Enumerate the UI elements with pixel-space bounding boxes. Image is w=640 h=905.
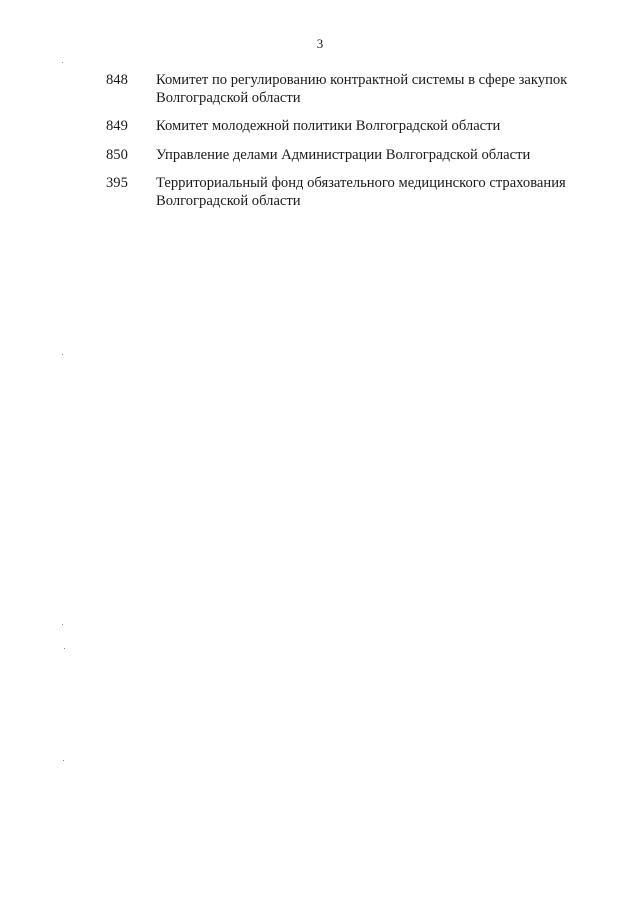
entry-code: 849 <box>106 118 128 134</box>
list-item <box>106 147 576 165</box>
entry-name: Комитет молодежной политики Волгоградской области <box>156 118 501 134</box>
scan-speck <box>62 354 63 355</box>
scan-speck <box>62 62 63 63</box>
page-number: 3 <box>316 36 324 51</box>
scan-speck <box>62 624 63 625</box>
entry-code: 395 <box>106 175 128 191</box>
entry-name: Территориальный фонд обязательного медицинского страхования Волгоградской области <box>156 175 566 209</box>
entry-name: Комитет по регулированию контрактной системы в сфере закупок Волгоградской области <box>156 72 568 106</box>
entry-code: 848 <box>106 72 128 88</box>
entry-code: 850 <box>106 146 128 163</box>
entry-name: Управление делами Администрации Волгоградской области <box>156 146 531 163</box>
scan-speck <box>64 648 65 649</box>
list-item <box>106 118 576 136</box>
list-item <box>106 175 576 210</box>
scan-speck <box>63 760 64 761</box>
list-item <box>106 72 576 107</box>
entries-list <box>106 72 576 221</box>
